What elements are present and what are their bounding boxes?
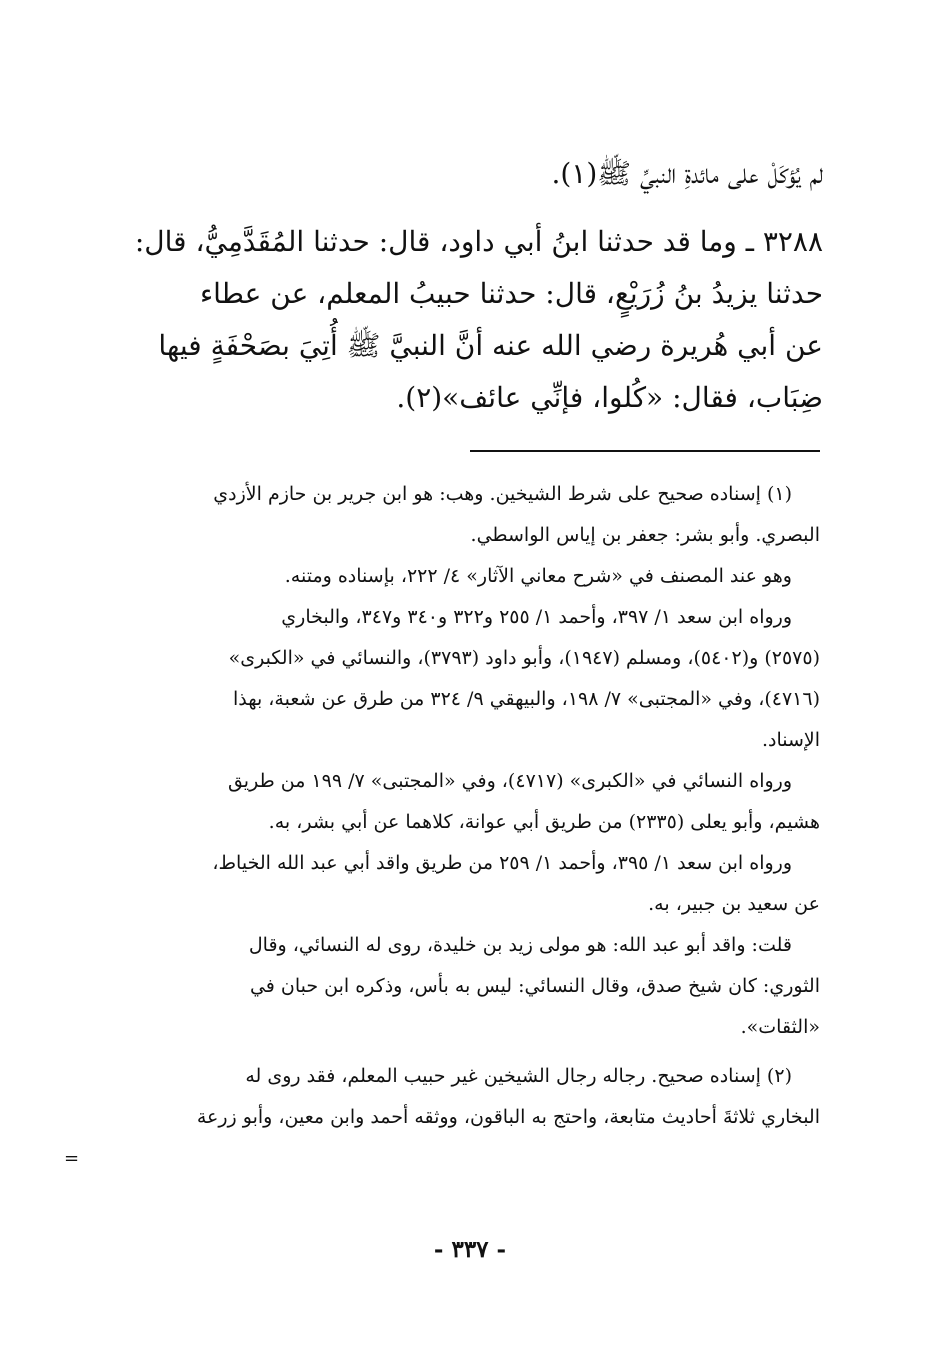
footnote-1-line-5: (٢٥٧٥) و(٥٤٠٢)، ومسلم (١٩٤٧)، وأبو داود (٣٧٩٣)، والنسائي في «الكبرى» bbox=[228, 647, 820, 669]
footnote-1-line-1: (١) إسناده صحيح على شرط الشيخين. وهب: هو ابن جرير بن حازم الأزدي bbox=[213, 483, 792, 505]
main-text-continuation bbox=[118, 148, 823, 200]
footnote-2-line-2: البخاري ثلاثةَ أحاديث متابعة، واحتج به الباقون، ووثقه أحمد وابن معين، وأبو زرعة bbox=[196, 1106, 820, 1128]
footnotes bbox=[118, 474, 820, 1138]
footnote-1-line-2: البصري. وأبو بشر: جعفر بن إياس الواسطي. bbox=[470, 524, 820, 546]
footnote-1-line-4: ورواه ابن سعد ١/ ٣٩٧، وأحمد ١/ ٢٥٥ و٣٢٢ و٣٤٠ و٣٤٧، والبخاري bbox=[281, 606, 792, 628]
footnote-2-line-1: (٢) إسناده صحيح. رجاله رجال الشيخين غير حبيب المعلم، فقد روى له bbox=[245, 1065, 792, 1087]
footnote-gap bbox=[118, 1048, 820, 1056]
footnote-1-line-12: قلت: واقد أبو عبد الله: هو مولى زيد بن خليدة، روى له النسائي، وقال bbox=[248, 934, 792, 956]
footnote-1-line-6: (٤٧١٦)، وفي «المجتبى» ٧/ ١٩٨، والبيهقي ٩/ ٣٢٤ من طرق عن شعبة، بهذا bbox=[232, 688, 820, 710]
footnote-separator bbox=[470, 450, 820, 452]
footnote-1-line-7: الإسناد. bbox=[761, 729, 820, 751]
main-line-4: عن أبي هُريرة رضي الله عنه أنَّ النبيَّ ﷺ أُتِيَ بصَحْفَةٍ فيها bbox=[158, 329, 823, 362]
footnote-1-line-10: ورواه ابن سعد ١/ ٣٩٥، وأحمد ١/ ٢٥٩ من طريق واقد أبي عبد الله الخياط، bbox=[212, 852, 792, 874]
footnote-1-line-13: الثوري: كان شيخ صدق، وقال النسائي: ليس به بأس، وذكره ابن حبان في bbox=[249, 975, 820, 997]
hadith-3288-matn bbox=[118, 320, 823, 424]
continuation-mark: = bbox=[64, 1148, 80, 1169]
main-line-1: لم يُؤكَلْ على مائدةِ النبيِّ ﷺ(١). bbox=[551, 157, 823, 190]
footnote-1-line-9: هشيم، وأبو يعلى (٢٣٣٥) من طريق أبي عوانة، كلاهما عن أبي بشر، به. bbox=[268, 811, 820, 833]
footnote-1-line-11: عن سعيد بن جبير، به. bbox=[648, 893, 820, 915]
footnote-1-line-14: «الثقات». bbox=[740, 1016, 820, 1038]
main-line-3: حدثنا يزيدُ بنُ زُرَيْعٍ، قال: حدثنا حبيبُ المعلم، عن عطاء bbox=[199, 277, 823, 310]
main-line-2: ٣٢٨٨ ـ وما قد حدثنا ابنُ أبي داود، قال: حدثنا المُقَدَّمِيُّ، قال: bbox=[134, 225, 823, 258]
footnote-1-line-8: ورواه النسائي في «الكبرى» (٤٧١٧)، وفي «المجتبى» ٧/ ١٩٩ من طريق bbox=[227, 770, 792, 792]
footnote-1-line-3: وهو عند المصنف في «شرح معاني الآثار» ٤/ ٢٢٢، بإسناده ومتنه. bbox=[284, 565, 792, 587]
hadith-3288-isnad bbox=[118, 216, 823, 320]
page-number: - ٣٣٧ - bbox=[433, 1236, 507, 1263]
main-line-5: ضِبَاب، فقال: «كُلوا، فإنِّي عائف»(٢). bbox=[396, 381, 823, 414]
